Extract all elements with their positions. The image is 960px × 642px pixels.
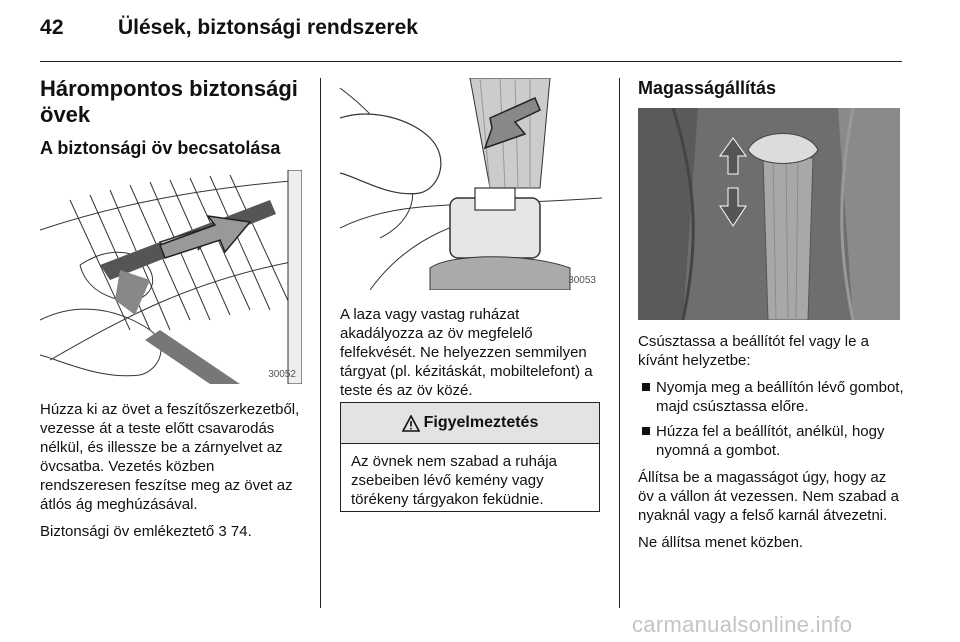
warning-header	[341, 403, 599, 444]
seatbelt-buckle-illustration	[340, 78, 602, 290]
warning-triangle-icon	[402, 415, 420, 432]
paragraph: Ne állítsa menet közben.	[638, 534, 804, 551]
page-number: 42	[40, 16, 64, 39]
height-adjustment-heading: Magasságállítás	[638, 78, 777, 98]
warning-box	[340, 402, 600, 512]
bullet-icon	[642, 383, 650, 391]
paragraph: A laza vagy vastag ruházat akadályozza az öv megfelelő felfekvését. Ne helyezzen semmilyen tárgyat (pl. kézitáskát, mobiltelefont) a teste és az öv közé.	[340, 306, 593, 399]
list-item: Húzza fel a beállítót, anélkül, hogy nyomná a gombot.	[638, 422, 904, 460]
height-adjuster-illustration	[638, 108, 900, 320]
list-item: Nyomja meg a beállítón lévő gombot, majd csúsztassa előre.	[638, 378, 904, 416]
paragraph: Húzza ki az övet a feszítőszerkezetből, vezesse át a teste előtt csavarodás nélkül, és illessze be a zárnyelvet az övcsatba. Vezetés közben rendszeresen feszítse meg az övet az átlós ág meghúzásával.	[40, 401, 300, 513]
figure-number: 30053	[568, 275, 596, 286]
bullet-icon	[642, 427, 650, 435]
subsection-heading: A biztonsági öv becsatolása	[40, 138, 281, 158]
header-divider	[40, 61, 902, 62]
paragraph-intro: Csúsztassa a beállítót fel vagy le a kívánt helyzetbe:	[638, 333, 869, 369]
instruction-list	[638, 378, 904, 460]
figure-number: 30052	[268, 369, 296, 380]
col2-text	[340, 305, 604, 408]
paragraph-reference: Biztonsági öv emlékeztető 3 74.	[40, 523, 252, 540]
chapter-title: Ülések, biztonsági rendszerek	[118, 16, 418, 39]
section-heading: Hárompontos biztonsági övek	[40, 76, 298, 127]
col3-text	[638, 332, 904, 560]
watermark: carmanualsonline.info	[632, 612, 853, 637]
paragraph: Állítsa be a magasságot úgy, hogy az öv a vállon át vezessen. Nem szabad a nyaknál vagy a felső karnál átvezetni.	[638, 469, 899, 524]
col1-text	[40, 400, 308, 549]
warning-text: Az övnek nem szabad a ruhája zsebeiben lévő kemény vagy törékeny tárgyakon feküdnie.	[351, 453, 557, 508]
warning-title: Figyelmeztetés	[423, 414, 539, 431]
column-divider-2	[619, 78, 620, 608]
seatbelt-fastening-illustration	[40, 170, 302, 384]
column-divider-1	[320, 78, 321, 608]
